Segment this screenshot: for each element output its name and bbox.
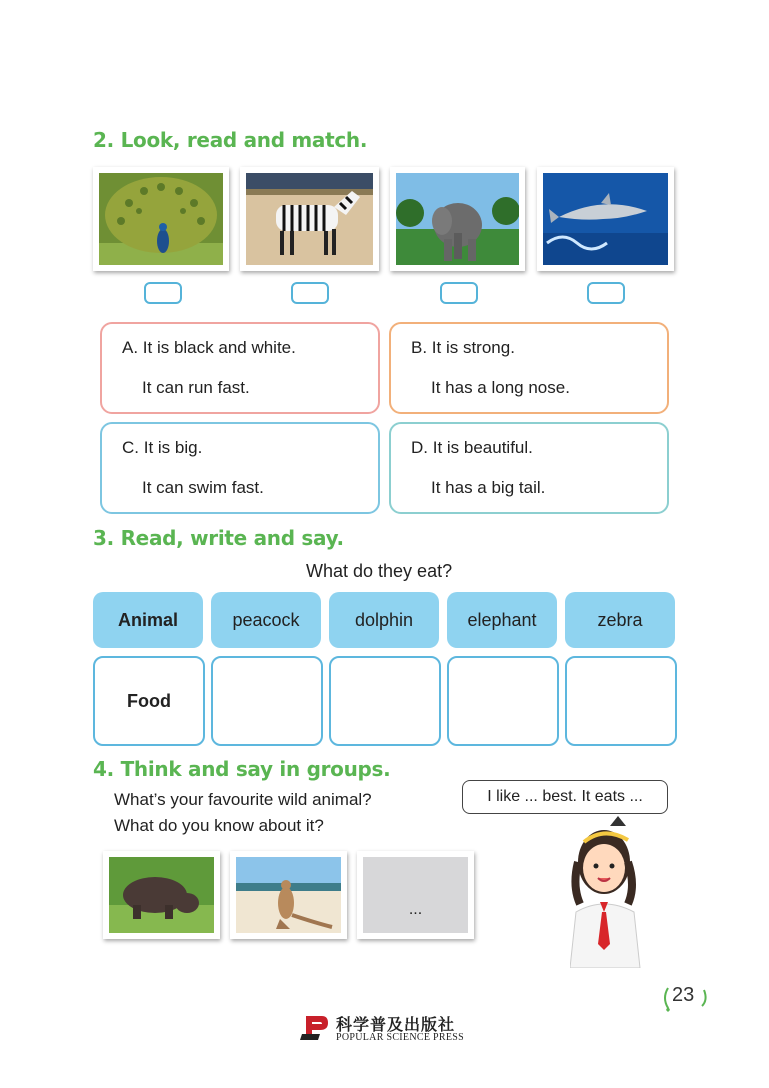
clue-b-line1: B. It is strong. — [411, 338, 515, 357]
hippo-photo — [103, 851, 220, 939]
section-3-heading: 3. Read, write and say. — [93, 526, 344, 550]
speech-text: I like ... best. It eats ... — [487, 788, 643, 805]
peacock-photo — [93, 167, 229, 271]
section-2-heading: 2. Look, read and match. — [93, 128, 368, 152]
clue-d-line1: D. It is beautiful. — [411, 438, 533, 457]
clue-b — [389, 322, 669, 414]
publisher-name-cn: 科学普及出版社 — [336, 1015, 456, 1034]
section-4-heading: 4. Think and say in groups. — [93, 757, 391, 781]
animal-cell-elephant: elephant — [447, 592, 557, 648]
page-number-text: 23 — [672, 984, 695, 1006]
food-cell-elephant[interactable] — [447, 656, 559, 746]
more-animals-card — [357, 851, 474, 939]
clue-d — [389, 422, 669, 514]
food-row-label: Food — [93, 656, 205, 746]
zebra-photo — [240, 167, 379, 271]
more-animals-ellipsis: ... — [408, 901, 423, 918]
animal-cell-zebra: zebra — [565, 592, 675, 648]
food-question: What do they eat? — [306, 561, 453, 581]
kangaroo-photo — [230, 851, 347, 939]
food-cell-dolphin[interactable] — [329, 656, 441, 746]
question-know-about: What do you know about it? — [114, 816, 324, 835]
page-number — [662, 982, 710, 1012]
animal-cell-peacock: peacock — [211, 592, 321, 648]
elephant-photo — [390, 167, 525, 271]
food-cell-peacock[interactable] — [211, 656, 323, 746]
speech-bubble — [462, 780, 668, 814]
clue-a — [100, 322, 380, 414]
answer-box-2[interactable] — [291, 282, 329, 304]
publisher-logo — [300, 1012, 330, 1042]
clue-c-line2: It can swim fast. — [142, 478, 264, 497]
girl-illustration — [570, 816, 660, 968]
food-cell-zebra[interactable] — [565, 656, 677, 746]
answer-box-3[interactable] — [440, 282, 478, 304]
clue-c — [100, 422, 380, 514]
answer-box-1[interactable] — [144, 282, 182, 304]
animal-row-label: Animal — [93, 592, 203, 648]
clue-d-line2: It has a big tail. — [431, 478, 546, 497]
clue-b-line2: It has a long nose. — [431, 378, 570, 397]
more-animals-placeholder — [363, 857, 468, 933]
publisher-name-en: POPULAR SCIENCE PRESS — [336, 1032, 464, 1043]
animal-cell-dolphin: dolphin — [329, 592, 439, 648]
clue-a-line2: It can run fast. — [142, 378, 250, 397]
clue-a-line1: A. It is black and white. — [122, 338, 296, 357]
answer-box-4[interactable] — [587, 282, 625, 304]
clue-c-line1: C. It is big. — [122, 438, 203, 457]
dolphin-photo — [537, 167, 674, 271]
question-favourite-animal: What’s your favourite wild animal? — [114, 790, 372, 809]
